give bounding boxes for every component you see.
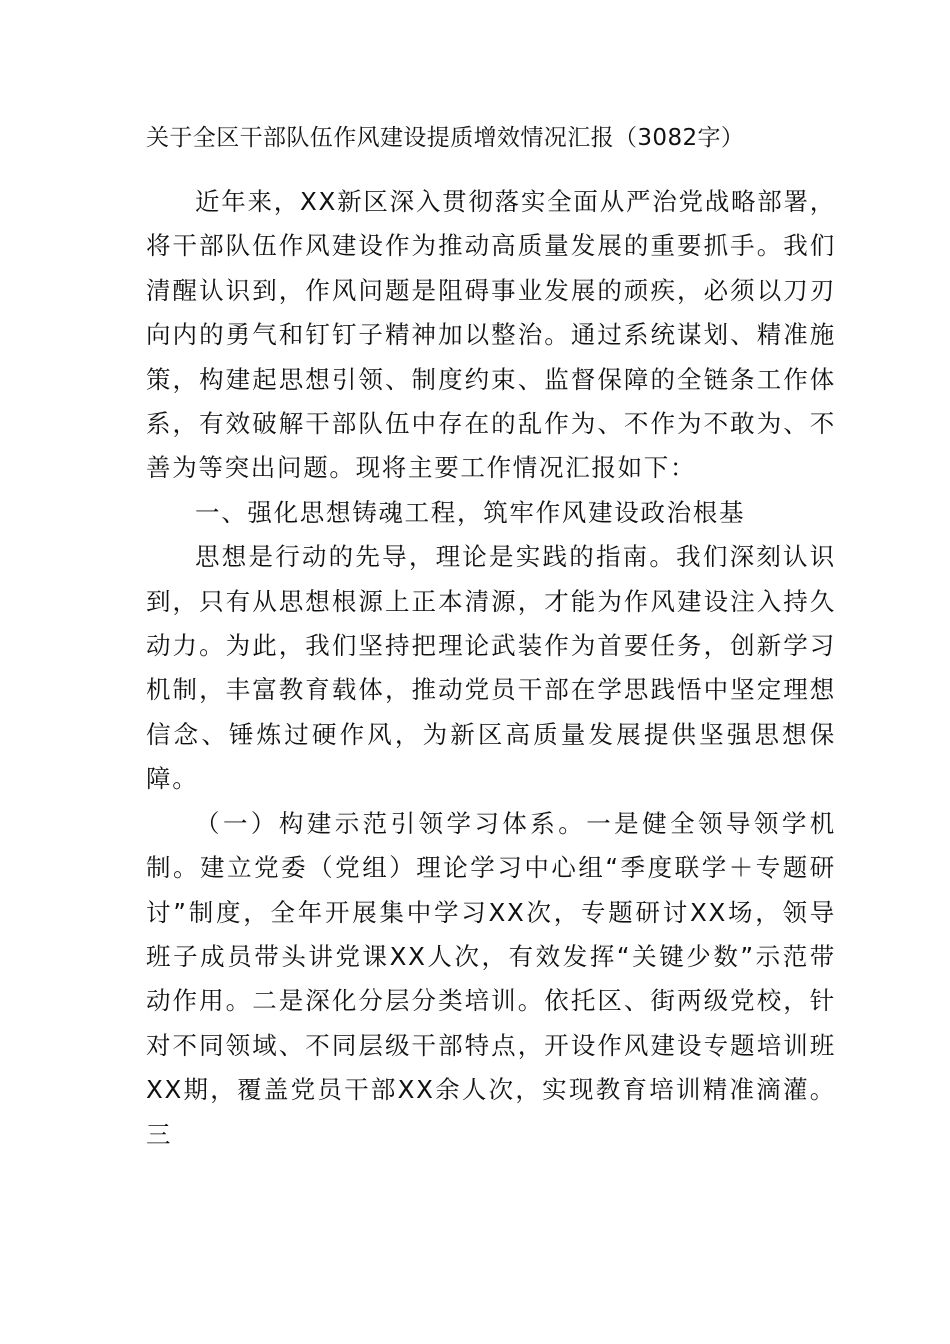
section-1-paragraph: 思想是行动的先导，理论是实践的指南。我们深刻认识到，只有从思想根源上正本清源，才能为作风建设注入持久动力。为此，我们坚持把理论武装作为首要任务，创新学习机制，丰富教育载体，推动党员干部在学思践悟中坚定理想信念、锤炼过硬作风，为新区高质量发展提供坚强思想保障。 xyxy=(146,542,836,794)
document-title: 关于全区干部队伍作风建设提质增效情况汇报（3082字） xyxy=(146,125,745,151)
section-heading-1: 一、强化思想铸魂工程，筑牢作风建设政治根基 xyxy=(195,497,746,527)
subsection-1-paragraph: （一）构建示范引领学习体系。一是健全领导领学机制。建立党委（党组）理论学习中心组“季度联学＋专题研讨”制度，全年开展集中学习XX次，专题研讨XX场，领导班子成员带头讲党课XX人次，有效发挥“关键少数”示范带动作用。二是深化分层分类培训。依托区、街两级党校，针对不同领域、不同层级干部特点，开设作风建设专题培训班XX期，覆盖党员干部XX余人次，实现教育培训精准滴灌。三 xyxy=(146,808,836,1149)
intro-paragraph: 近年来，XX新区深入贯彻落实全面从严治党战略部署，将干部队伍作风建设作为推动高质量发展的重要抓手。我们清醒认识到，作风问题是阻碍事业发展的顽疾，必须以刀刃向内的勇气和钉钉子精神加以整治。通过系统谋划、精准施策，构建起思想引领、制度约束、监督保障的全链条工作体系，有效破解干部队伍中存在的乱作为、不作为不敢为、不善为等突出问题。现将主要工作情况汇报如下： xyxy=(146,187,836,483)
document-body xyxy=(146,180,836,1157)
